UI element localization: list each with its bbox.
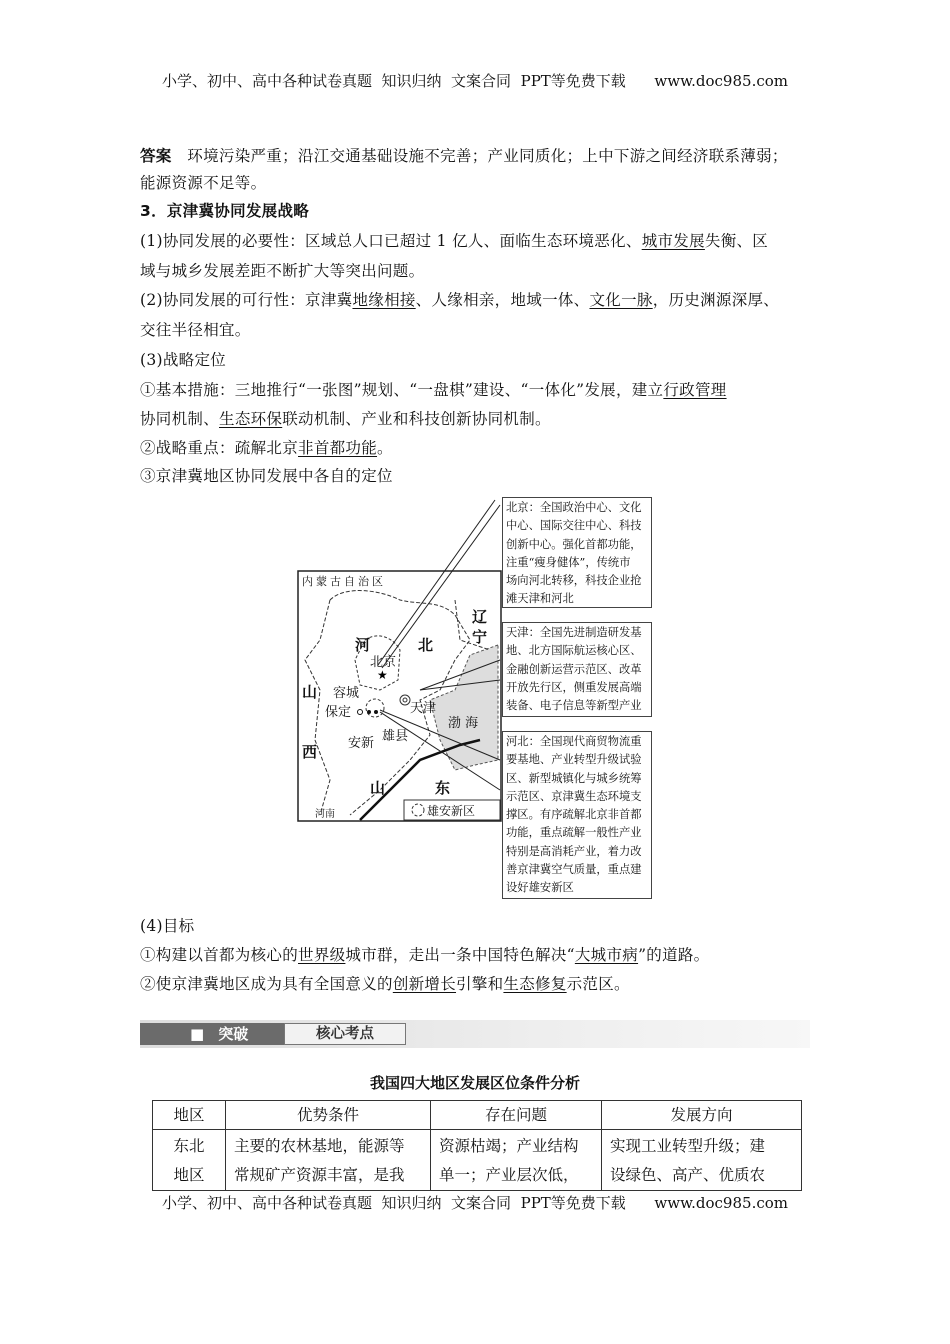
bold-text: 答案 bbox=[140, 147, 172, 165]
callout-line: 开放先行区，侧重发展高端 bbox=[506, 680, 642, 694]
page-footer: 小学、初中、高中各种试卷真题 知识归纳 文案合同 PPT等免费下载 www.doc985.com bbox=[161, 1194, 788, 1212]
page-header: 小学、初中、高中各种试卷真题 知识归纳 文案合同 PPT等免费下载 www.doc985.com bbox=[161, 72, 788, 90]
callout-line: 地、北方国际航运核心区、 bbox=[506, 644, 642, 658]
text-segment: ”的道路。 bbox=[638, 946, 710, 964]
text-segment: 能源资源不足等。 bbox=[140, 174, 267, 192]
callout-line: 撑区。有序疏解北京非首都 bbox=[506, 808, 642, 822]
label-he: 河 bbox=[355, 636, 371, 654]
banner-tag bbox=[140, 1023, 284, 1045]
text-segment: ③京津冀地区协同发展中各自的定位 bbox=[140, 467, 393, 485]
callout-line: 要基地、产业转型升级试验 bbox=[506, 753, 642, 767]
banner-tag-text: 突破 bbox=[218, 1025, 249, 1043]
column-header: 发展方向 bbox=[602, 1101, 802, 1130]
callout-line: 天津：全国先进制造研发基 bbox=[506, 626, 642, 639]
beijing-star-icon: ★ bbox=[377, 668, 388, 682]
column-header: 地区 bbox=[153, 1101, 226, 1130]
text-segment: (2)协同发展的可行性：京津冀 bbox=[140, 291, 353, 309]
underlined-keyword: 文化一脉 bbox=[589, 291, 653, 309]
callout-hebei bbox=[502, 731, 652, 899]
callout-line: 区、新型城镇化与城乡统筹 bbox=[506, 771, 642, 785]
callout-line: 金融创新运营示范区、改革 bbox=[506, 662, 642, 676]
label-tianjin: 天津 bbox=[410, 701, 437, 716]
underlined-keyword: 行政管理 bbox=[663, 381, 727, 399]
label-xiongxian: 雄县 bbox=[382, 729, 409, 744]
callout-line: 注重“瘦身健体”，传统市 bbox=[506, 555, 631, 569]
text-segment: 交往半径相宜。 bbox=[140, 321, 251, 339]
table-cell: 实现工业转型升级；建 设绿色、高产、优质农 bbox=[602, 1130, 802, 1191]
table-cell: 主要的农林基地，能源等 常规矿产资源丰富，是我 bbox=[226, 1130, 431, 1191]
underlined-keyword: 城市发展 bbox=[641, 232, 705, 250]
table-title: 我国四大地区发展区位条件分析 bbox=[369, 1074, 580, 1092]
callout-tianjin bbox=[502, 622, 652, 717]
callout-line: 北京：全国政治中心、文化 bbox=[506, 501, 642, 514]
underlined-keyword: 地缘相接 bbox=[352, 291, 416, 309]
callout-line: 河北：全国现代商贸物流重 bbox=[506, 735, 642, 748]
bold-text: 3．京津冀协同发展战略 bbox=[140, 202, 310, 220]
underlined-keyword: 非首都功能 bbox=[298, 439, 378, 457]
label-dong: 东 bbox=[435, 779, 451, 797]
label-beijing: 北京 bbox=[370, 655, 397, 670]
table-header-row bbox=[153, 1101, 802, 1130]
callout-line: 场向河北转移，科技企业抢 bbox=[506, 574, 642, 588]
text-segment: (3)战略定位 bbox=[140, 351, 227, 369]
text-segment: 示范区。 bbox=[566, 975, 630, 993]
underlined-keyword: 生态环保 bbox=[219, 410, 283, 428]
text-segment: ，历史渊源深厚、 bbox=[652, 291, 780, 309]
region-table bbox=[152, 1100, 802, 1191]
text-segment: (4)目标 bbox=[140, 917, 195, 935]
label-xi: 西 bbox=[302, 743, 318, 761]
label-liao: 辽 bbox=[472, 608, 488, 626]
callout-line: 示范区、京津冀生态环境支 bbox=[506, 789, 642, 803]
label-henan: 河南 bbox=[315, 809, 335, 820]
text-segment: ①构建以首都为核心的 bbox=[140, 946, 299, 964]
label-shan-1: 山 bbox=[302, 683, 318, 701]
callout-line: 滩天津和河北 bbox=[506, 592, 574, 606]
banner-title: 核心考点 bbox=[284, 1023, 406, 1045]
callout-line: 特别是高消耗产业，着力改 bbox=[506, 844, 642, 858]
text-segment: 城市群，走出一条中国特色解决“ bbox=[345, 946, 575, 964]
text-segment: 协同机制、 bbox=[140, 410, 220, 428]
text-segment: 。 bbox=[377, 439, 393, 457]
label-ning: 宁 bbox=[472, 628, 488, 646]
label-bei: 北 bbox=[418, 636, 434, 654]
label-baoding: 保定 bbox=[325, 705, 352, 720]
label-neimenggu: 内蒙古自治区 bbox=[302, 575, 386, 588]
text-segment: 失衡、区 bbox=[704, 232, 769, 250]
label-shan-2: 山 bbox=[370, 779, 386, 797]
text-segment: 引擎和 bbox=[456, 975, 504, 993]
label-bohai: 渤 海 bbox=[448, 716, 479, 731]
callout-line: 装备、电子信息等新型产业 bbox=[506, 699, 642, 713]
table-cell: 东北 地区 bbox=[153, 1130, 226, 1191]
text-segment: 域与城乡发展差距不断扩大等突出问题。 bbox=[140, 262, 425, 280]
callout-line: 功能，重点疏解一般性产业 bbox=[506, 826, 642, 840]
text-segment: ②战略重点：疏解北京 bbox=[140, 439, 299, 457]
text-segment: 联动机制、产业和科技创新协同机制。 bbox=[282, 410, 551, 428]
callout-line: 设好雄安新区 bbox=[506, 881, 574, 895]
callout-beijing bbox=[502, 497, 652, 608]
column-header: 存在问题 bbox=[431, 1101, 602, 1130]
square-bullet-icon: ■ bbox=[190, 1025, 205, 1043]
legend-label: 雄安新区 bbox=[427, 804, 476, 818]
text-segment: (1)协同发展的必要性：区域总人口已超过 1 亿人、面临生态环境恶化、 bbox=[140, 232, 642, 250]
section-banner bbox=[140, 1020, 810, 1048]
table-row bbox=[153, 1130, 802, 1191]
underlined-keyword: 大城市病 bbox=[574, 946, 639, 964]
underlined-keyword: 世界级 bbox=[298, 946, 346, 964]
callout-line: 善京津冀空气质量，重点建 bbox=[506, 863, 642, 877]
underlined-keyword: 生态修复 bbox=[503, 975, 567, 993]
underlined-keyword: 创新增长 bbox=[392, 975, 457, 993]
text-segment: ①基本措施：三地推行“一张图”规划、“一盘棋”建设、“一体化”发展，建立 bbox=[140, 381, 664, 399]
label-rongcheng: 容城 bbox=[333, 686, 360, 701]
text-segment: ②使京津冀地区成为具有全国意义的 bbox=[140, 975, 393, 993]
label-anxin: 安新 bbox=[348, 736, 375, 751]
text-segment: 、人缘相亲，地域一体、 bbox=[415, 291, 590, 309]
table-cell: 资源枯竭；产业结构 单一；产业层次低， bbox=[431, 1130, 602, 1191]
callout-line: 中心、国际交往中心、科技 bbox=[506, 519, 642, 533]
column-header: 优势条件 bbox=[226, 1101, 431, 1130]
callout-line: 创新中心。强化首都功能， bbox=[506, 537, 642, 551]
text-segment: 环境污染严重；沿江交通基础设施不完善；产业同质化；上中下游之间经济联系薄弱； bbox=[171, 147, 788, 165]
